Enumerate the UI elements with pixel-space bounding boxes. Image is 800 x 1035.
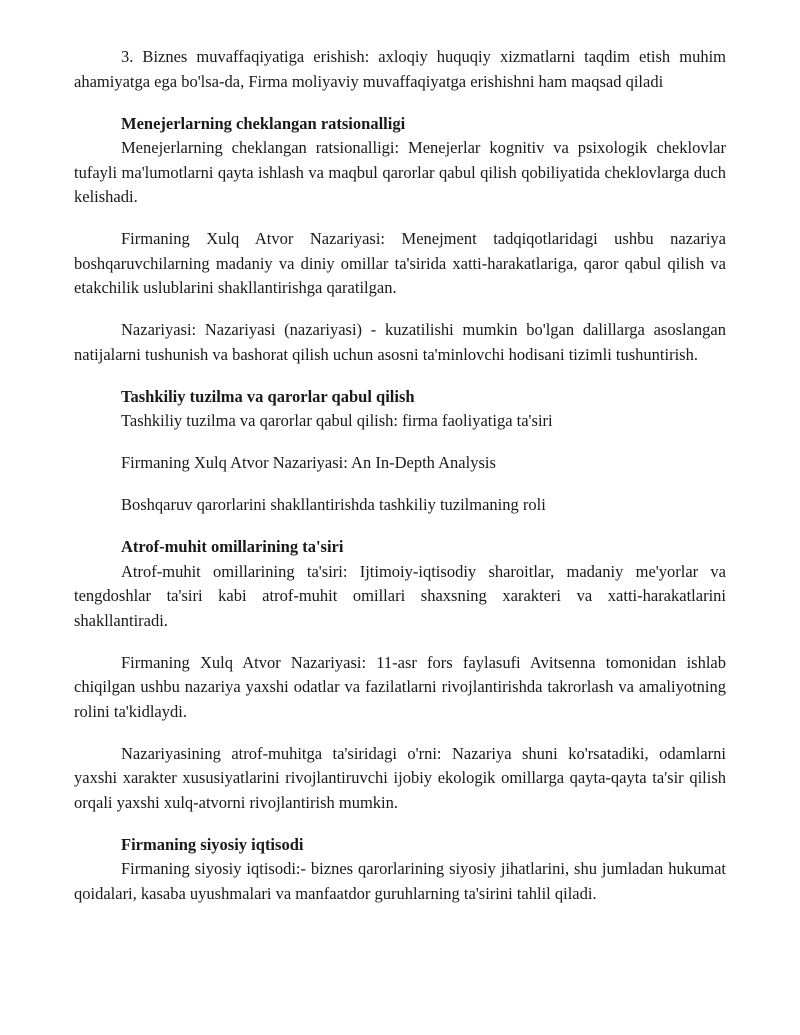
paragraph-business-success: 3. Biznes muvaffaqiyatiga erishish: axloqiy huquqiy xizmatlarni taqdim etish muhim ahamiyatga ega bo'lsa-da, Firma moliyaviy muvaffaqiyatga erishishni ham maqsad qiladi xyxy=(74,47,726,91)
paragraph-avicenna-theory: Firmaning Xulq Atvor Nazariyasi: 11-asr fors faylasufi Avitsenna tomonidan ishlab chiqilgan ushbu nazariya yaxshi odatlar va fazilatlarni rivojlantirishda takrorlash va amaliyotning rolini ta'kidlaydi. xyxy=(74,652,726,721)
heading-environmental-factors: Atrof-muhit omillarining ta'siri xyxy=(121,537,344,556)
paragraph-bounded-rationality: Menejerlarning cheklangan ratsionalligi: Menejerlar kognitiv va psixologik cheklovlar tufayli ma'lumotlarni qayta ishlash va maqbul qarorlar qabul qilish qobiliyatida cheklovlarga duch kelishadi. xyxy=(74,138,726,206)
paragraph-in-depth-analysis: Firmaning Xulq Atvor Nazariyasi: An In-Depth Analysis xyxy=(121,453,496,472)
paragraph-behavioral-theory: Firmaning Xulq Atvor Nazariyasi: Menejment tadqiqotlaridagi ushbu nazariya boshqaruvchilarning madaniy va diniy omillar ta'sirida xatti-harakatlariga, qaror qabul qilish va etakchilik uslublarini shakllantirishga qaratilgan. xyxy=(74,229,726,297)
paragraph-organizational-structure: Tashkiliy tuzilma va qarorlar qabul qilish: firma faoliyatiga ta'siri xyxy=(121,411,553,430)
paragraph-theory-environment: Nazariyasining atrof-muhitga ta'siridagi o'rni: Nazariya shuni ko'rsatadiki, odamlarni yaxshi xarakter xususiyatlarini rivojlantiruvchi ijobiy ekologik omillarga qayta-qayta ta'sir qilish orqali yaxshi xulq-atvorni rivojlantirish mumkin. xyxy=(74,743,726,812)
heading-organizational-structure: Tashkiliy tuzilma va qarorlar qabul qilish xyxy=(121,386,415,406)
heading-political-economy: Firmaning siyosiy iqtisodi xyxy=(121,834,304,854)
paragraph-structure-role: Boshqaruv qarorlarini shakllantirishda tashkiliy tuzilmaning roli xyxy=(121,495,546,514)
heading-bounded-rationality: Menejerlarning cheklangan ratsionalligi xyxy=(121,113,406,133)
paragraph-political-economy: Firmaning siyosiy iqtisodi:- biznes qarorlarining siyosiy jihatlarini, shu jumladan hukumat qoidalari, kasaba uyushmalari va manfaatdor guruhlarning ta'sirini tahlil qiladi. xyxy=(74,859,726,903)
paragraph-environmental-factors: Atrof-muhit omillarining ta'siri: Ijtimoiy-iqtisodiy sharoitlar, madaniy me'yorlar va tengdoshlar ta'siri kabi atrof-muhit omillari shaxsning xarakteri va xatti-harakatlarini shakllantiradi. xyxy=(74,561,726,630)
paragraph-theory-definition: Nazariyasi: Nazariyasi (nazariyasi) - kuzatilishi mumkin bo'lgan dalillarga asoslangan natijalarni tushunish va bashorat qilish uchun asosni ta'minlovchi hodisani tizimli tushuntirish. xyxy=(74,320,726,364)
document-page xyxy=(74,45,726,906)
